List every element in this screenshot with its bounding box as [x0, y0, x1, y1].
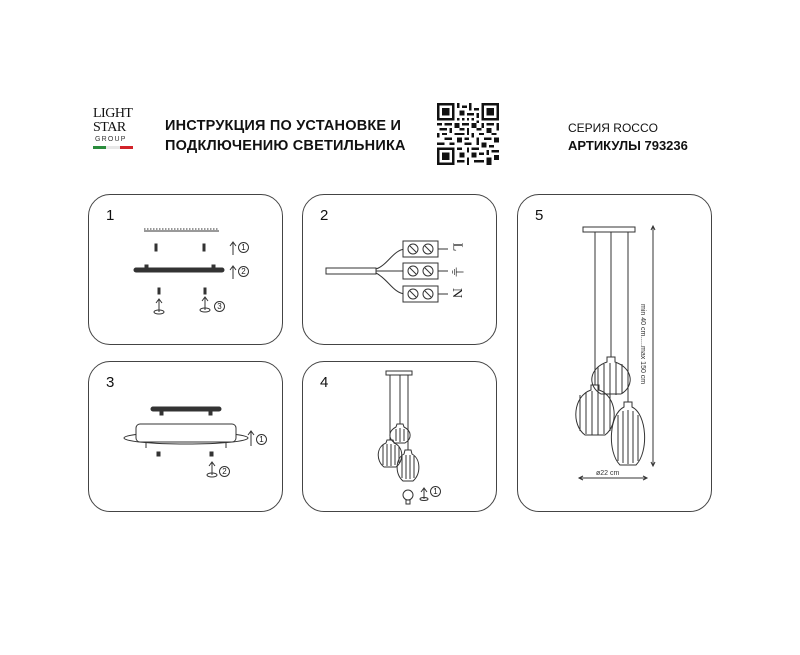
step-number: 2: [320, 207, 329, 224]
brand-logo: [93, 107, 137, 165]
step-number: 5: [535, 207, 544, 224]
height-dimension-label: min 40 cm.....max 150 cm: [639, 304, 646, 385]
step-3-marker-2: 2: [219, 466, 230, 477]
step-number: 1: [106, 207, 115, 224]
step-1-marker-1: 1: [238, 242, 249, 253]
shade-install-diagram: [303, 362, 498, 513]
terminal-L-label: L: [449, 242, 465, 252]
step-2-panel: [302, 194, 497, 345]
logo-line-2: STAR: [93, 120, 126, 135]
step-4-marker-1: 1: [430, 486, 441, 497]
terminal-N-label: N: [449, 287, 465, 299]
step-number: 3: [106, 374, 115, 391]
step-1-panel: [88, 194, 283, 345]
logo-line-3: GROUP: [95, 136, 127, 143]
step-3-marker-1: 1: [256, 434, 267, 445]
dimensions-diagram: [518, 195, 713, 513]
wiring-diagram: [303, 195, 498, 346]
step-3-panel: [88, 361, 283, 512]
ceiling-mount-diagram: [89, 195, 284, 346]
step-1-marker-2: 2: [238, 266, 249, 277]
width-dimension-label: ø22 cm: [596, 470, 620, 477]
qr-code-icon: [437, 103, 499, 165]
article-label: АРТИКУЛЫ 793236: [568, 138, 688, 153]
logo-line-1: LIGHT: [93, 106, 133, 121]
series-label: СЕРИЯ ROCCO: [568, 121, 658, 135]
step-number: 4: [320, 374, 329, 391]
step-4-panel: [302, 361, 497, 512]
title-line-2: ПОДКЛЮЧЕНИЮ СВЕТИЛЬНИКА: [165, 138, 406, 154]
page-title: [165, 116, 425, 156]
title-line-1: ИНСТРУКЦИЯ ПО УСТАНОВКЕ И: [165, 118, 402, 134]
canopy-mount-diagram: [89, 362, 284, 513]
step-1-marker-3: 3: [214, 301, 225, 312]
italian-flag-icon: [93, 146, 133, 149]
step-5-panel: [517, 194, 712, 512]
ground-icon: ⏚: [449, 265, 465, 279]
